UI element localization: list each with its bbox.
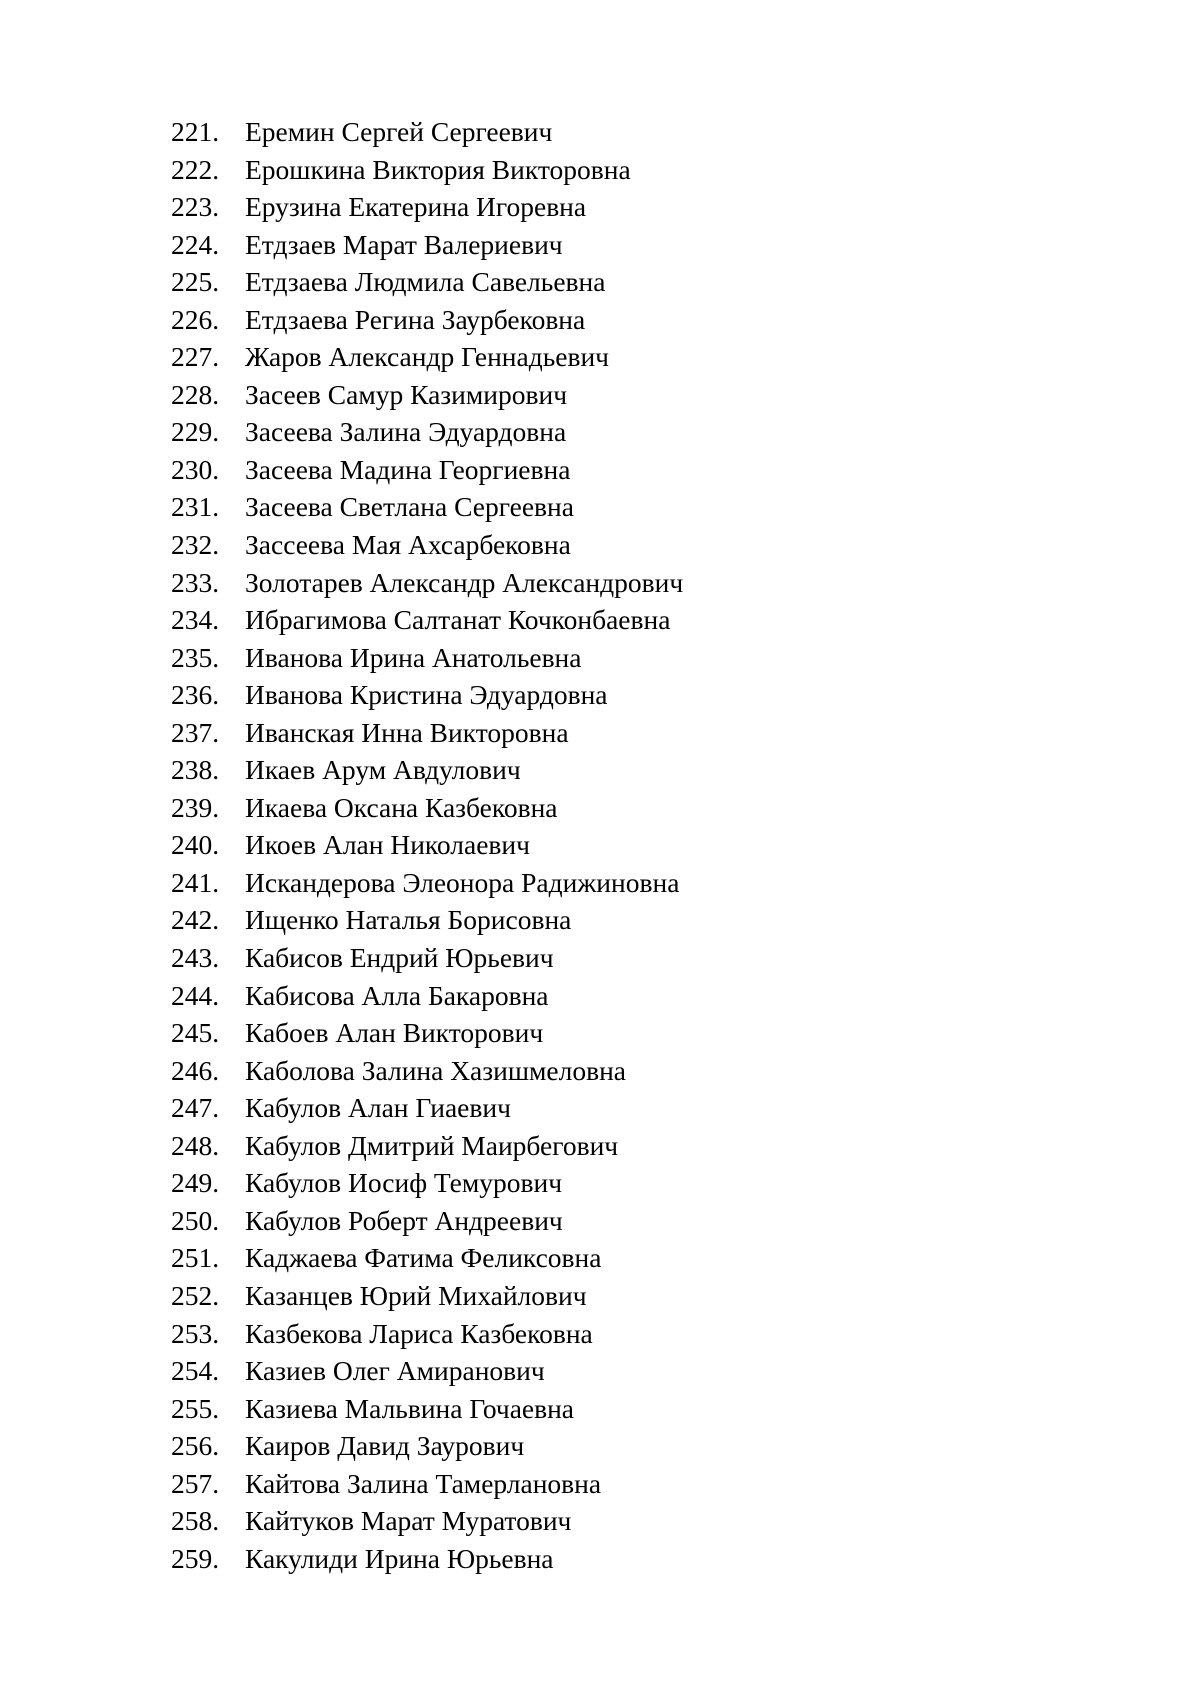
person-name: Кабулов Алан Гиаевич — [245, 1092, 511, 1124]
list-item — [0, 864, 1200, 902]
person-name: Еремин Сергей Сергеевич — [245, 116, 553, 147]
item-number: 223. — [171, 191, 220, 223]
list-item — [0, 901, 1200, 939]
item-number: 253. — [171, 1317, 220, 1349]
item-number: 237. — [171, 716, 220, 748]
item-number: 258. — [171, 1505, 220, 1537]
person-name: Етдзаева Людмила Савельевна — [245, 266, 606, 298]
person-name: Засеева Мадина Георгиевна — [245, 453, 571, 485]
list-item — [0, 301, 1200, 339]
list-item — [0, 977, 1200, 1015]
item-number: 247. — [171, 1092, 220, 1124]
item-number: 228. — [171, 378, 220, 410]
item-number: 229. — [171, 416, 220, 448]
item-number: 226. — [171, 303, 220, 335]
item-number: 239. — [171, 791, 220, 823]
item-number: 236. — [171, 679, 220, 711]
item-number: 238. — [171, 754, 220, 786]
list-item — [0, 1390, 1200, 1428]
item-number: 232. — [171, 529, 220, 561]
person-name: Искандерова Элеонора Радижиновна — [245, 866, 680, 898]
person-name: Каболова Залина Хазишмеловна — [245, 1054, 627, 1086]
list-item — [0, 1315, 1200, 1353]
item-number: 222. — [171, 153, 220, 185]
list-item — [0, 1014, 1200, 1052]
person-name: Етдзаева Регина Заурбековна — [245, 303, 586, 335]
item-number: 224. — [171, 228, 220, 260]
person-name: Икаева Оксана Казбековна — [245, 791, 558, 823]
list-item — [0, 263, 1200, 301]
person-name: Зассеева Мая Ахсарбековна — [245, 529, 571, 561]
person-name: Иванова Кристина Эдуардовна — [245, 679, 608, 711]
person-name: Засеева Светлана Сергеевна — [245, 491, 574, 523]
person-name: Каиров Давид Заурович — [245, 1430, 525, 1462]
list-item — [0, 601, 1200, 639]
person-name: Казиев Олег Амиранович — [245, 1355, 545, 1387]
item-number: 252. — [171, 1279, 220, 1311]
list-item — [0, 1089, 1200, 1127]
person-name: Иванская Инна Викторовна — [245, 716, 569, 748]
person-name: Икаев Арум Авдулович — [245, 754, 521, 786]
person-name: Жаров Александр Геннадьевич — [245, 341, 609, 373]
list-item — [0, 789, 1200, 827]
person-name: Ерошкина Виктория Викторовна — [245, 153, 631, 185]
person-name: Ибрагимова Салтанат Кочконбаевна — [245, 604, 671, 636]
item-number: 251. — [171, 1242, 220, 1274]
list-item — [0, 1127, 1200, 1165]
list-item — [0, 151, 1200, 189]
item-number: 221. — [171, 116, 220, 147]
item-number: 249. — [171, 1167, 220, 1199]
person-name: Казиева Мальвина Гочаевна — [245, 1392, 575, 1424]
item-number: 230. — [171, 453, 220, 485]
list-item — [0, 1164, 1200, 1202]
item-number: 248. — [171, 1129, 220, 1161]
list-item — [0, 714, 1200, 752]
item-number: 259. — [171, 1542, 220, 1574]
list-item — [0, 113, 1200, 151]
item-number: 241. — [171, 866, 220, 898]
list-item — [0, 413, 1200, 451]
list-item — [0, 751, 1200, 789]
item-number: 231. — [171, 491, 220, 523]
list-item — [0, 639, 1200, 677]
person-name: Кайтуков Марат Муратович — [245, 1505, 572, 1537]
person-name: Казбекова Лариса Казбековна — [245, 1317, 593, 1349]
list-item — [0, 1352, 1200, 1390]
person-name: Золотарев Александр Александрович — [245, 566, 684, 598]
item-number: 254. — [171, 1355, 220, 1387]
person-name: Засеев Самур Казимирович — [245, 378, 568, 410]
list-item — [0, 1540, 1200, 1578]
person-name: Казанцев Юрий Михайлович — [245, 1279, 587, 1311]
list-item — [0, 676, 1200, 714]
list-item — [0, 188, 1200, 226]
person-name: Икоев Алан Николаевич — [245, 829, 530, 861]
person-name: Каджаева Фатима Феликсовна — [245, 1242, 602, 1274]
person-name: Ищенко Наталья Борисовна — [245, 904, 572, 936]
person-name: Кабисова Алла Бакаровна — [245, 979, 549, 1011]
item-number: 235. — [171, 641, 220, 673]
item-number: 227. — [171, 341, 220, 373]
item-number: 257. — [171, 1467, 220, 1499]
list-item — [0, 939, 1200, 977]
list-item — [0, 376, 1200, 414]
list-item — [0, 488, 1200, 526]
item-number: 242. — [171, 904, 220, 936]
item-number: 234. — [171, 604, 220, 636]
person-name: Иванова Ирина Анатольевна — [245, 641, 582, 673]
item-number: 246. — [171, 1054, 220, 1086]
list-item — [0, 1502, 1200, 1540]
person-name: Етдзаев Марат Валериевич — [245, 228, 563, 260]
list-item — [0, 826, 1200, 864]
person-name: Ерузина Екатерина Игоревна — [245, 191, 587, 223]
person-name: Кайтова Залина Тамерлановна — [245, 1467, 602, 1499]
item-number: 255. — [171, 1392, 220, 1424]
list-item — [0, 1239, 1200, 1277]
person-name: Какулиди Ирина Юрьевна — [245, 1542, 554, 1574]
person-name: Кабулов Дмитрий Маирбегович — [245, 1129, 619, 1161]
item-number: 245. — [171, 1017, 220, 1049]
item-number: 250. — [171, 1204, 220, 1236]
item-number: 240. — [171, 829, 220, 861]
list-item — [0, 1465, 1200, 1503]
person-name: Засеева Залина Эдуардовна — [245, 416, 567, 448]
person-name: Кабулов Роберт Андреевич — [245, 1204, 563, 1236]
list-item — [0, 526, 1200, 564]
list-item — [0, 564, 1200, 602]
item-number: 225. — [171, 266, 220, 298]
list-item — [0, 1202, 1200, 1240]
person-name: Кабисов Ендрий Юрьевич — [245, 942, 554, 974]
list-item — [0, 451, 1200, 489]
list-item — [0, 1277, 1200, 1315]
item-number: 256. — [171, 1430, 220, 1462]
person-name: Кабулов Иосиф Темурович — [245, 1167, 563, 1199]
list-item — [0, 1427, 1200, 1465]
list-item — [0, 226, 1200, 264]
item-number: 244. — [171, 979, 220, 1011]
item-number: 233. — [171, 566, 220, 598]
list-item — [0, 1052, 1200, 1090]
list-item — [0, 338, 1200, 376]
item-number: 243. — [171, 942, 220, 974]
person-name: Кабоев Алан Викторович — [245, 1017, 544, 1049]
numbered-name-list — [0, 113, 1200, 1577]
